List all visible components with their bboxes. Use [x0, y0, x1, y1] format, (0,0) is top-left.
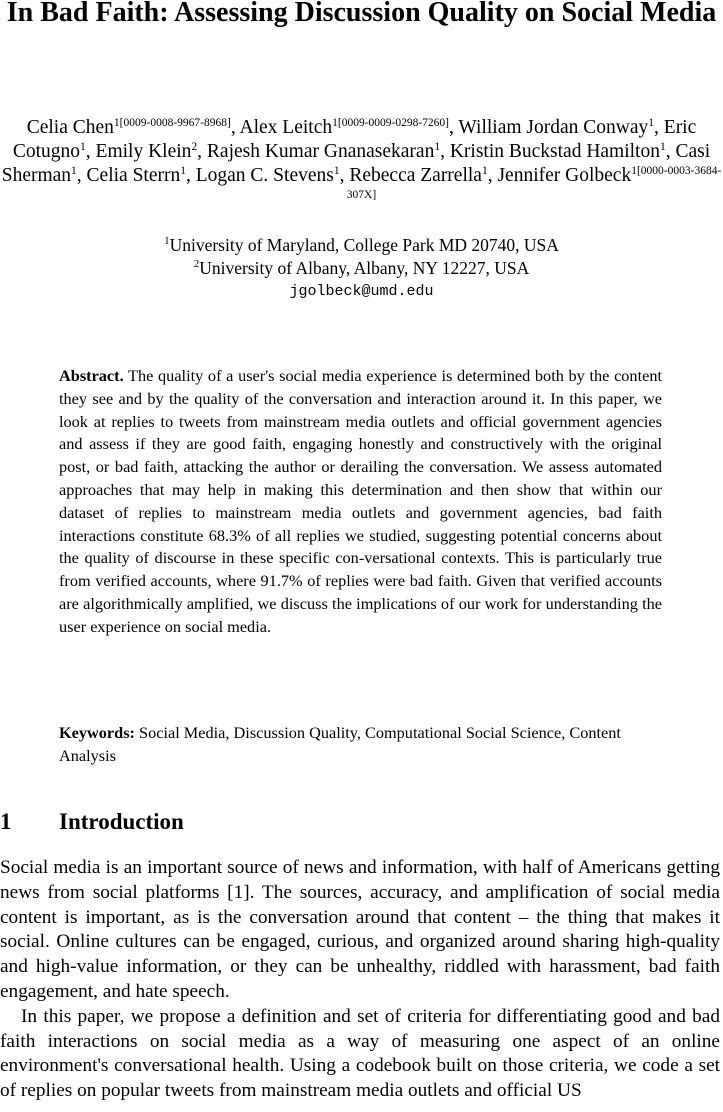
- paragraph: In this paper, we propose a definition and set of criteria for differentiating good and bad faith interactions on social media as a way of measuring one aspect of an online environment's conversational health. Using a codebook built on those criteria, we code a set of replies on popular tweets from mainstream media outlets and official US: [0, 1005, 720, 1102]
- author: Rebecca Zarrella$^1$,: [349, 165, 498, 186]
- author: Eric Cotugno$^1$,: [12, 117, 697, 162]
- author: Celia Chen$^{1[0009-0008-9967-8968]}$,: [26, 117, 240, 138]
- section-title: Introduction: [59, 809, 184, 834]
- affiliations: [0, 234, 723, 303]
- author: Alex Leitch$^{1[0009-0009-0298-7260]}$,: [239, 117, 459, 138]
- section-heading: [0, 807, 723, 837]
- introduction-body: [0, 856, 720, 1104]
- paper-title: In Bad Faith: Assessing Discussion Quality on Social Media: [6, 0, 717, 28]
- author: Logan C. Stevens$^1$,: [195, 165, 350, 186]
- section-number: 1: [0, 809, 12, 834]
- keywords: [59, 722, 662, 768]
- author-email[interactable]: jgolbeck@umd.edu: [289, 283, 434, 300]
- abstract-text: The quality of a user's social media experience is determined both by the content they see and by the quality of the conversation and interaction around it. In this paper, we look at replies to tweets from mainstream media outlets and official government agencies and assess if they are good faith, engaging honestly and constructively with the original post, or bad faith, attacking the author or derailing the conversation. We assess automated approaches that may help in making this determination and then show that within our dataset of replies to mainstream media outlets and government agencies, bad faith interactions constitute 68.3% of all replies we studied, suggesting potential concerns about the quality of discourse in these specific con-versational contexts. This is particularly true from verified accounts, where 91.7% of replies were bad faith. Given that verified accounts are algorithmically amplified, we discuss the implications of our work for understanding the user experience on social media.: [59, 366, 662, 636]
- author: Rajesh Kumar Gnanasekaran$^1$,: [206, 141, 450, 162]
- author: Casi Sherman$^1$,: [1, 141, 711, 186]
- author: William Jordan Conway$^1$,: [458, 117, 664, 138]
- abstract: [59, 365, 662, 639]
- author-list: [0, 116, 723, 212]
- keywords-label: Keywords:: [59, 723, 135, 742]
- paragraph: Social media is an important source of news and information, with half of Americans getting news from social platforms [1]. The sources, accuracy, and amplification of social media content is important, as is the conversation around that content – the thing that makes it social. Online cultures can be engaged, curious, and organized around sharing high-quality and high-value information, or they can be unhealthy, riddled with harassment, bad faith engagement, and hate speech.: [0, 857, 720, 1002]
- author: Celia Sterrn$^1$,: [86, 165, 196, 186]
- author: Emily Klein$^2$,: [95, 141, 207, 162]
- affiliation: $^2$University of Albany, Albany, NY 12227, USA: [193, 258, 530, 278]
- author: Kristin Buckstad Hamilton$^1$,: [449, 141, 676, 162]
- abstract-label: Abstract.: [59, 366, 124, 385]
- affiliation: $^1$University of Maryland, College Park MD 20740, USA: [164, 235, 559, 255]
- keywords-text: Social Media, Discussion Quality, Computational Social Science, Content Analysis: [59, 723, 621, 765]
- author: Jennifer Golbeck$^{1[0000-0003-3684-307X]}$: [346, 165, 722, 201]
